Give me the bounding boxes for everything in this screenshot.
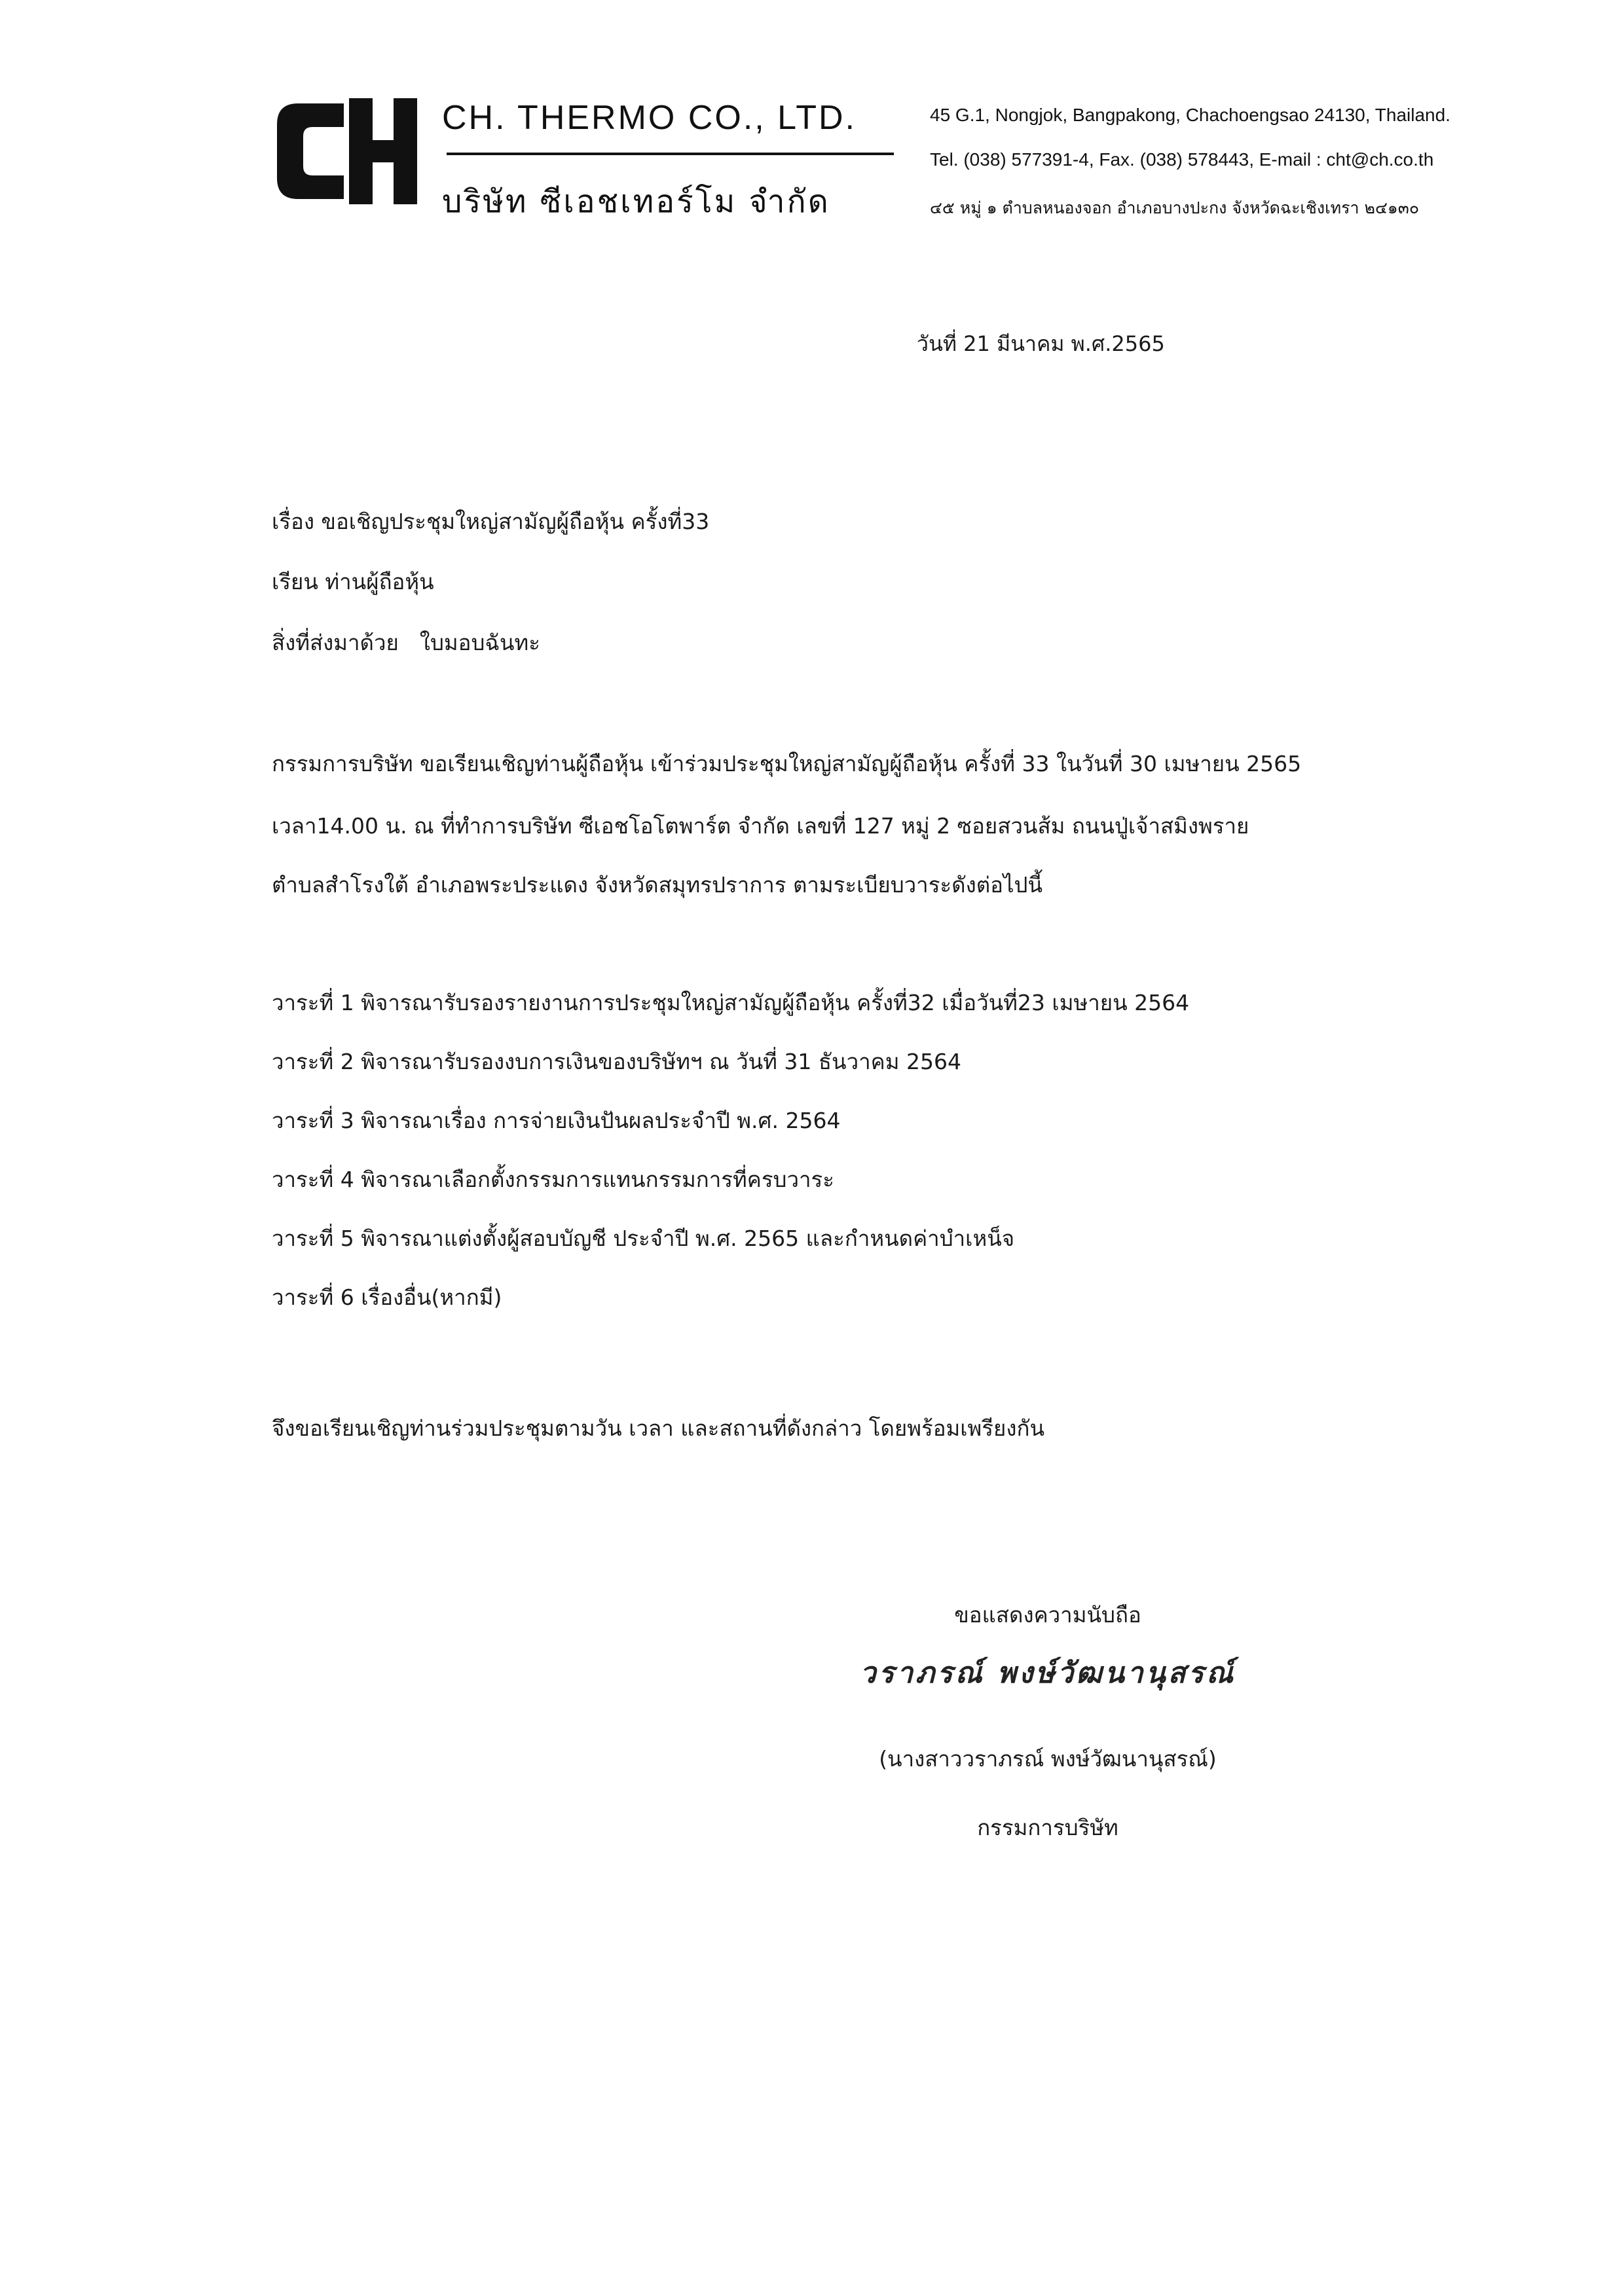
letterhead-divider — [447, 153, 894, 155]
agenda-list — [272, 985, 1189, 1339]
company-address-th: ๔๕ หมู่ ๑ ตำบลหนองจอก อำเภอบางปะกง จังหวัดฉะเชิงเทรา ๒๔๑๓๐ — [930, 198, 1420, 217]
letter-date: วันที่ 21 มีนาคม พ.ศ.2565 — [917, 331, 1165, 356]
company-name-th: บริษัท ซีเอชเทอร์โม จำกัด — [442, 183, 830, 220]
agenda-item: วาระที่ 5 พิจารณาแต่งตั้งผู้สอบบัญชี ประจำปี พ.ศ. 2565 และกำหนดค่าบำเหน็จ — [272, 1226, 1015, 1251]
agenda-item: วาระที่ 1 พิจารณารับรองรายงานการประชุมใหญ่สามัญผู้ถือหุ้น ครั้งที่32 เมื่อวันที่23 เมษายน 2564 — [272, 990, 1190, 1015]
signer-name: (นางสาววราภรณ์ พงษ์วัฒนานุสรณ์) — [879, 1746, 1217, 1772]
company-name-en: CH. THERMO CO., LTD. — [442, 99, 857, 137]
enclosure-value: ใบมอบฉันทะ — [419, 630, 540, 655]
signer-position: กรรมการบริษัท — [977, 1815, 1118, 1840]
letter-recipient: เรียน ท่านผู้ถือหุ้น — [272, 569, 434, 594]
regards-text: ขอแสดงความนับถือ — [954, 1602, 1141, 1628]
letter-subject: เรื่อง ขอเชิญประชุมใหญ่สามัญผู้ถือหุ้น ครั้งที่33 — [272, 509, 710, 534]
agenda-item: วาระที่ 2 พิจารณารับรองงบการเงินของบริษัทฯ ณ วันที่ 31 ธันวาคม 2564 — [272, 1049, 961, 1074]
agenda-item: วาระที่ 4 พิจารณาเลือกตั้งกรรมการแทนกรรมการที่ครบวาระ — [272, 1167, 834, 1192]
company-logo — [272, 98, 419, 204]
body-line: กรรมการบริษัท ขอเรียนเชิญท่านผู้ถือหุ้น เข้าร่วมประชุมใหญ่สามัญผู้ถือหุ้น ครั้งที่ 33 ในวันที่ 30 เมษายน 2565 — [272, 751, 1302, 776]
enclosure-label: สิ่งที่ส่งมาด้วย — [272, 630, 399, 655]
agenda-item: วาระที่ 3 พิจารณาเรื่อง การจ่ายเงินปันผลประจำปี พ.ศ. 2564 — [272, 1108, 841, 1133]
letter-enclosure — [272, 625, 540, 660]
company-address-en: 45 G.1, Nongjok, Bangpakong, Chachoengsao 24130, Thailand. — [930, 105, 1450, 125]
closing-text: จึงขอเรียนเชิญท่านร่วมประชุมตามวัน เวลา และสถานที่ดังกล่าว โดยพร้อมเพรียงกัน — [272, 1415, 1045, 1441]
handwritten-signature: วราภรณ์ พงษ์วัฒนานุสรณ์ — [860, 1656, 1236, 1690]
body-line: เวลา14.00 น. ณ ที่ทำการบริษัท ซีเอชโอโตพาร์ต จำกัด เลขที่ 127 หมู่ 2 ซอยสวนส้ม ถนนปู่เจ้าสมิงพราย — [272, 813, 1249, 839]
agenda-item: วาระที่ 6 เรื่องอื่น(หากมี) — [272, 1285, 502, 1310]
body-line: ตำบลสำโรงใต้ อำเภอพระประแดง จังหวัดสมุทรปราการ ตามระเบียบวาระดังต่อไปนี้ — [272, 872, 1043, 898]
company-contact: Tel. (038) 577391-4, Fax. (038) 578443, E-mail : cht@ch.co.th — [930, 149, 1434, 170]
